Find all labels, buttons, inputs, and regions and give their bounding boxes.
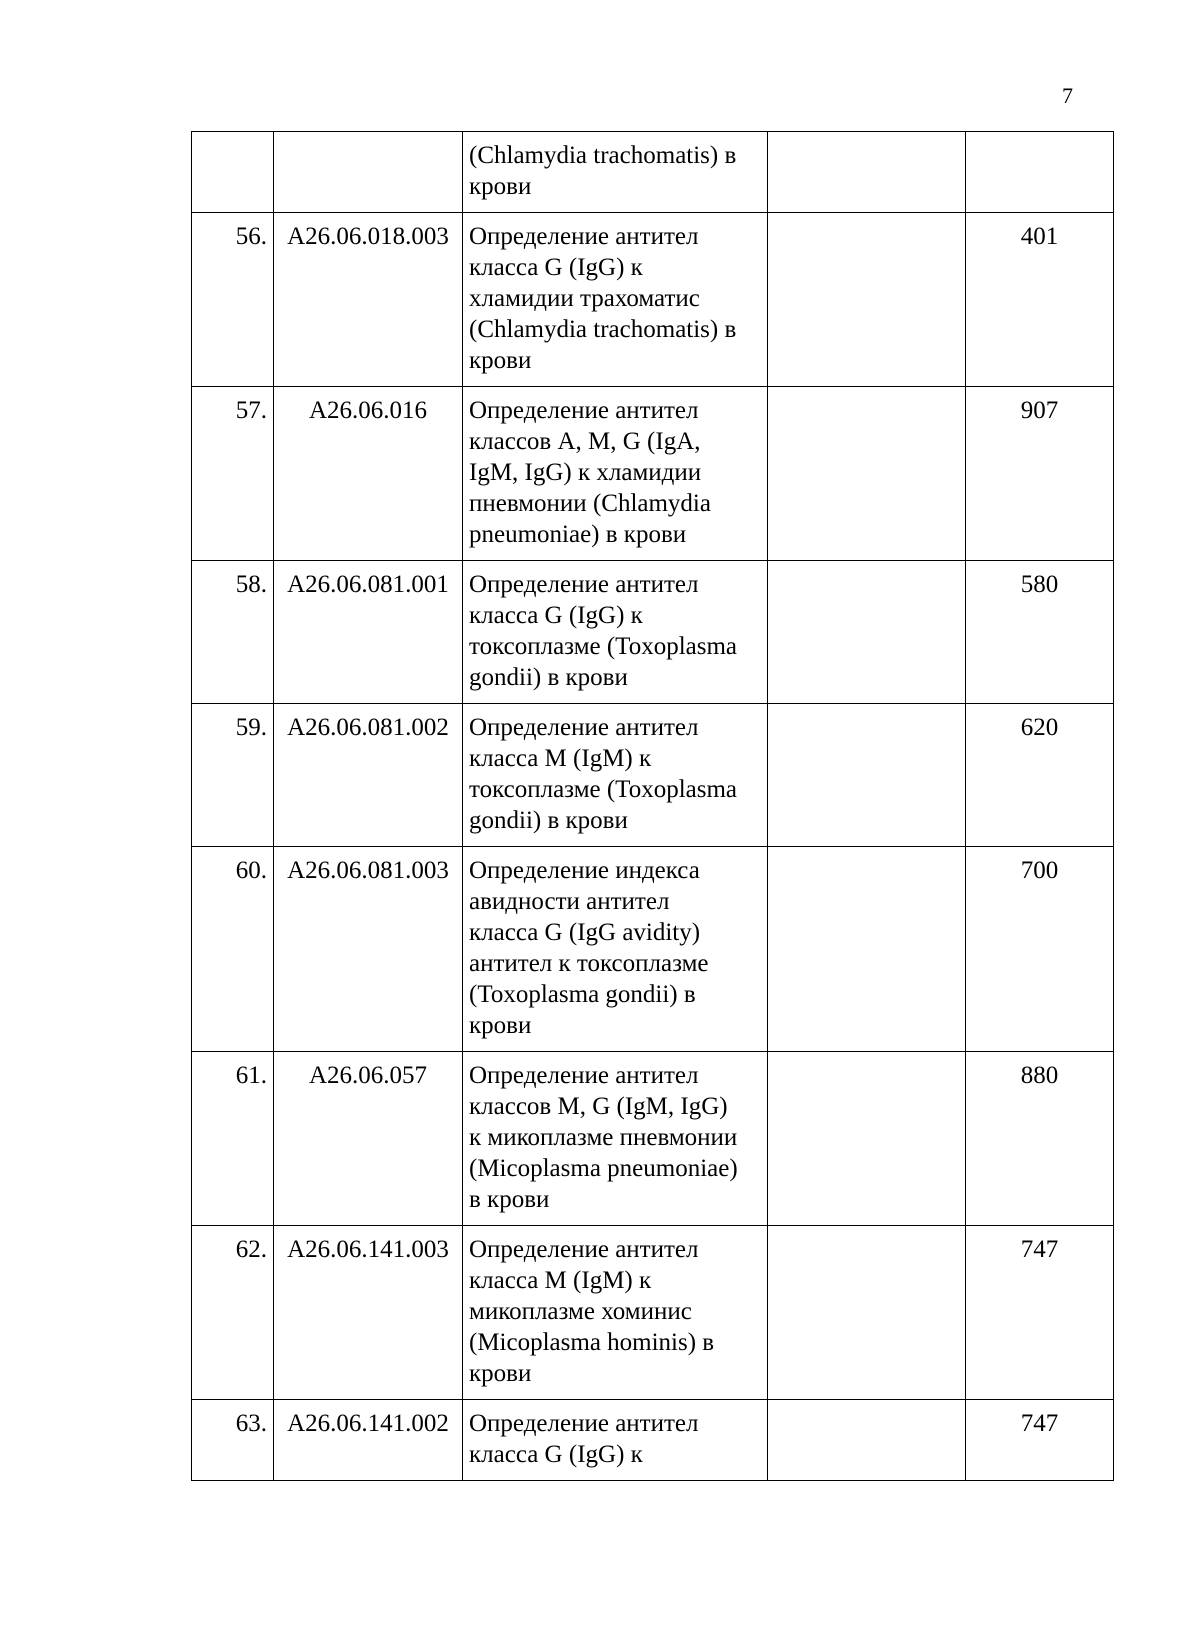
service-name-line: Определение антител: [469, 1236, 699, 1263]
service-name-cell: [463, 847, 768, 1052]
service-name-line: хламидии трахоматис: [469, 285, 700, 312]
table-row: [192, 387, 1114, 561]
service-name-cell: [463, 1052, 768, 1226]
row-number-cell: 56.: [192, 213, 274, 387]
table-row: [192, 1226, 1114, 1400]
table-body: [192, 132, 1114, 1481]
row-number-cell: 57.: [192, 387, 274, 561]
service-name-line: (Micoplasma pneumoniae): [469, 1155, 738, 1182]
service-name-line: gondii) в крови: [469, 664, 628, 691]
service-name-line: класса G (IgG) к: [469, 1441, 643, 1468]
price-cell: 401: [966, 213, 1114, 387]
row-number-cell: [192, 132, 274, 213]
blank-cell: [768, 847, 966, 1052]
blank-cell: [768, 1400, 966, 1481]
price-cell: 747: [966, 1226, 1114, 1400]
service-name-line: Определение антител: [469, 223, 699, 250]
services-price-table: [191, 131, 1114, 1481]
service-name-line: токсоплазме (Toxoplasma: [469, 776, 738, 803]
blank-cell: [768, 1052, 966, 1226]
service-name-line: к микоплазме пневмонии: [469, 1124, 738, 1151]
service-name-line: IgM, IgG) к хламидии: [469, 459, 702, 486]
service-name-line: pneumoniae) в крови: [469, 521, 687, 548]
service-name-line: крови: [469, 1360, 532, 1387]
row-number-cell: 63.: [192, 1400, 274, 1481]
table-row: [192, 1052, 1114, 1226]
price-cell: 700: [966, 847, 1114, 1052]
service-name-cell: [463, 1226, 768, 1400]
blank-cell: [768, 1226, 966, 1400]
row-number-cell: 58.: [192, 561, 274, 704]
service-code-cell: A26.06.081.003: [274, 847, 463, 1052]
service-name-line: микоплазме хоминис: [469, 1298, 692, 1325]
service-code-cell: A26.06.081.002: [274, 704, 463, 847]
service-name-line: класса G (IgG) к: [469, 602, 643, 629]
row-number-cell: 59.: [192, 704, 274, 847]
blank-cell: [768, 213, 966, 387]
service-name-line: авидности антител: [469, 888, 670, 915]
service-name-line: класса M (IgM) к: [469, 745, 652, 772]
service-name-line: gondii) в крови: [469, 807, 628, 834]
service-name-line: пневмонии (Chlamydia: [469, 490, 711, 517]
service-name-line: крови: [469, 173, 532, 200]
service-name-line: Определение индекса: [469, 857, 700, 884]
service-name-line: (Toxoplasma gondii) в: [469, 981, 696, 1008]
table-row: [192, 704, 1114, 847]
service-code-cell: A26.06.081.001: [274, 561, 463, 704]
table-row: [192, 847, 1114, 1052]
service-name-line: (Micoplasma hominis) в: [469, 1329, 715, 1356]
service-name-cell: [463, 561, 768, 704]
service-name-cell: [463, 704, 768, 847]
service-name-cell: [463, 132, 768, 213]
price-cell: 620: [966, 704, 1114, 847]
service-code-cell: A26.06.057: [274, 1052, 463, 1226]
service-name-line: (Chlamydia trachomatis) в: [469, 316, 737, 343]
service-name-line: класса G (IgG) к: [469, 254, 643, 281]
table-row: [192, 132, 1114, 213]
service-name-line: класса M (IgM) к: [469, 1267, 652, 1294]
blank-cell: [768, 704, 966, 847]
price-cell: [966, 132, 1114, 213]
service-name-line: Определение антител: [469, 1410, 699, 1437]
service-code-cell: A26.06.141.002: [274, 1400, 463, 1481]
service-name-line: Определение антител: [469, 714, 699, 741]
service-name-cell: [463, 1400, 768, 1481]
blank-cell: [768, 561, 966, 704]
row-number-cell: 62.: [192, 1226, 274, 1400]
service-name-line: Определение антител: [469, 397, 699, 424]
service-name-line: крови: [469, 1012, 532, 1039]
service-name-line: антител к токсоплазме: [469, 950, 709, 977]
page-number: 7: [1062, 83, 1073, 108]
service-name-line: крови: [469, 347, 532, 374]
price-cell: 907: [966, 387, 1114, 561]
service-name-cell: [463, 213, 768, 387]
service-name-line: токсоплазме (Toxoplasma: [469, 633, 738, 660]
table-row: [192, 213, 1114, 387]
service-name-line: классов M, G (IgM, IgG): [469, 1093, 728, 1120]
table-row: [192, 1400, 1114, 1481]
price-cell: 880: [966, 1052, 1114, 1226]
price-cell: 580: [966, 561, 1114, 704]
row-number-cell: 60.: [192, 847, 274, 1052]
service-code-cell: A26.06.016: [274, 387, 463, 561]
blank-cell: [768, 132, 966, 213]
price-cell: 747: [966, 1400, 1114, 1481]
service-code-cell: [274, 132, 463, 213]
service-code-cell: A26.06.141.003: [274, 1226, 463, 1400]
service-name-cell: [463, 387, 768, 561]
service-name-line: классов A, M, G (IgA,: [469, 428, 701, 455]
service-name-line: (Chlamydia trachomatis) в: [469, 142, 737, 169]
blank-cell: [768, 387, 966, 561]
service-name-line: в крови: [469, 1186, 550, 1213]
service-code-cell: A26.06.018.003: [274, 213, 463, 387]
service-name-line: класса G (IgG avidity): [469, 919, 701, 946]
table-row: [192, 561, 1114, 704]
service-name-line: Определение антител: [469, 571, 699, 598]
row-number-cell: 61.: [192, 1052, 274, 1226]
service-name-line: Определение антител: [469, 1062, 699, 1089]
